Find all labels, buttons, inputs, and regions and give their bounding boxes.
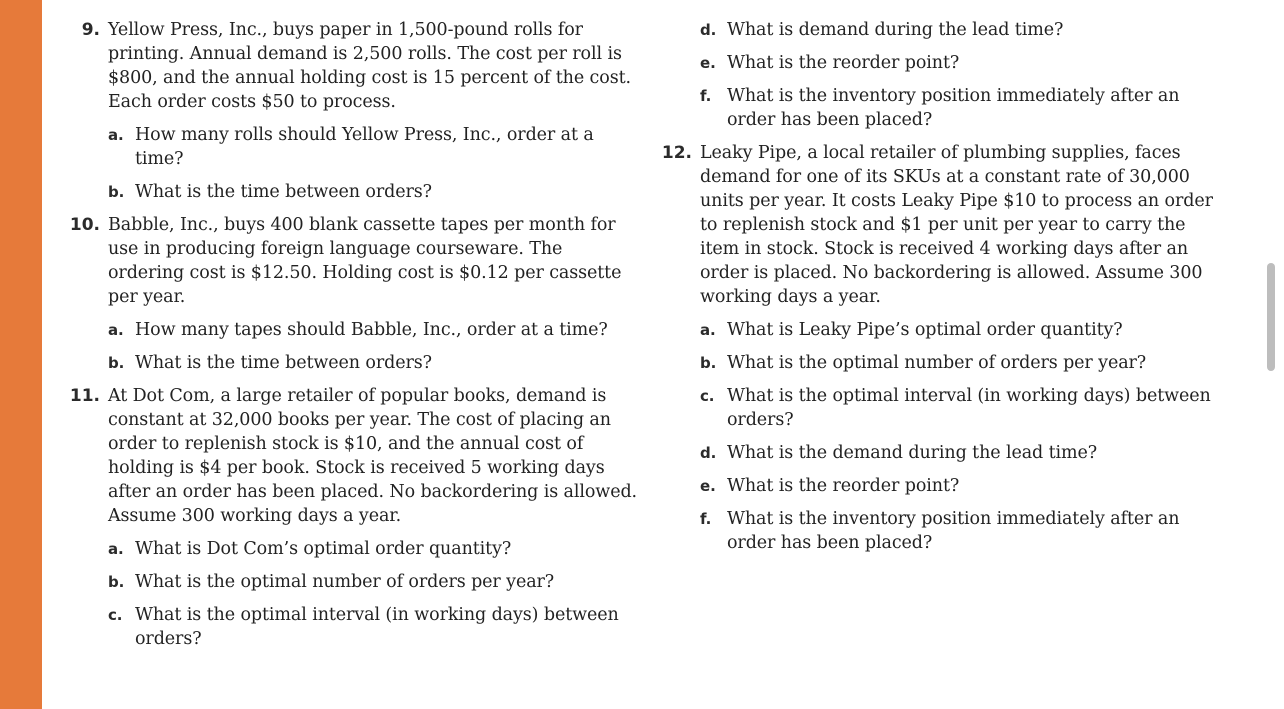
part-label: c. <box>700 387 715 405</box>
problem-text: At Dot Com, a large retailer of popular books, demand is constant at 32,000 books per year. The cost of placing an order to replenish stock is $10, and the annual cost of holding is $4 per book. Stock is received 5 working days after an order has been placed. No backordering is allowed. Assume 300 working days a year. <box>108 386 638 526</box>
part-label: b. <box>108 573 125 591</box>
problem-part <box>108 570 640 594</box>
part-label: e. <box>700 477 716 495</box>
part-text: What is Dot Com’s optimal order quantity? <box>135 539 512 559</box>
part-label: a. <box>108 126 124 144</box>
problem-part <box>108 537 640 561</box>
problem-part <box>108 123 640 171</box>
part-label: a. <box>108 540 124 558</box>
part-label: a. <box>700 321 716 339</box>
part-text: What is the optimal number of orders per year? <box>135 572 555 592</box>
problem-number: 12. <box>661 143 692 163</box>
problem-text: Yellow Press, Inc., buys paper in 1,500-pound rolls for printing. Annual demand is 2,500 rolls. The cost per roll is $800, and the annual holding cost is 15 percent of the cost. Each order costs $50 to process. <box>108 20 631 112</box>
problem-part <box>700 318 1222 342</box>
part-label: d. <box>700 21 717 39</box>
orange-margin-bar <box>0 0 42 709</box>
problem-part <box>108 351 640 375</box>
problem-text: Babble, Inc., buys 400 blank cassette tapes per month for use in producing foreign language courseware. The ordering cost is $12.50. Holding cost is $0.12 per cassette per year. <box>108 215 622 307</box>
problem-part <box>700 18 1222 42</box>
problem-11 <box>60 384 640 651</box>
part-label: f. <box>700 510 712 528</box>
problem-part <box>700 507 1222 555</box>
part-text: What is the reorder point? <box>727 53 960 73</box>
problem-part <box>108 318 640 342</box>
part-text: What is the reorder point? <box>727 476 960 496</box>
problem-9 <box>60 18 640 204</box>
problem-10 <box>60 213 640 375</box>
problem-11-continued <box>652 18 1222 132</box>
part-text: What is the demand during the lead time? <box>727 443 1098 463</box>
part-text: What is the inventory position immediately after an order has been placed? <box>727 509 1180 553</box>
part-text: What is the optimal interval (in working days) between orders? <box>727 386 1211 430</box>
part-label: e. <box>700 54 716 72</box>
problem-text: Leaky Pipe, a local retailer of plumbing supplies, faces demand for one of its SKUs at a constant rate of 30,000 units per year. It costs Leaky Pipe $10 to process an order to replenish stock and $1 per unit per year to carry the item in stock. Stock is received 4 working days after an order is placed. No backordering is allowed. Assume 300 working days a year. <box>700 143 1213 307</box>
part-label: b. <box>108 354 125 372</box>
part-label: b. <box>108 183 125 201</box>
problem-part <box>700 474 1222 498</box>
problem-number: 9. <box>81 20 100 40</box>
part-text: What is the time between orders? <box>135 353 432 373</box>
part-text: What is the optimal interval (in working days) between orders? <box>135 605 619 649</box>
right-column <box>652 18 1222 564</box>
part-label: f. <box>700 87 712 105</box>
part-text: What is the optimal number of orders per year? <box>727 353 1147 373</box>
part-text: What is demand during the lead time? <box>727 20 1064 40</box>
part-text: What is the inventory position immediately after an order has been placed? <box>727 86 1180 130</box>
problem-part <box>700 84 1222 132</box>
problem-number: 11. <box>69 386 100 406</box>
problem-12 <box>652 141 1222 555</box>
part-label: a. <box>108 321 124 339</box>
problem-part <box>700 351 1222 375</box>
problem-number: 10. <box>69 215 100 235</box>
problem-part <box>108 180 640 204</box>
problem-part <box>700 51 1222 75</box>
vertical-scrollbar-thumb[interactable] <box>1267 263 1275 371</box>
part-text: How many rolls should Yellow Press, Inc., order at a time? <box>135 125 594 169</box>
part-text: What is the time between orders? <box>135 182 432 202</box>
left-column <box>60 18 640 660</box>
part-label: d. <box>700 444 717 462</box>
part-label: c. <box>108 606 123 624</box>
part-label: b. <box>700 354 717 372</box>
problem-part <box>700 384 1222 432</box>
problem-part <box>700 441 1222 465</box>
part-text: How many tapes should Babble, Inc., order at a time? <box>135 320 608 340</box>
problem-part <box>108 603 640 651</box>
part-text: What is Leaky Pipe’s optimal order quantity? <box>727 320 1123 340</box>
